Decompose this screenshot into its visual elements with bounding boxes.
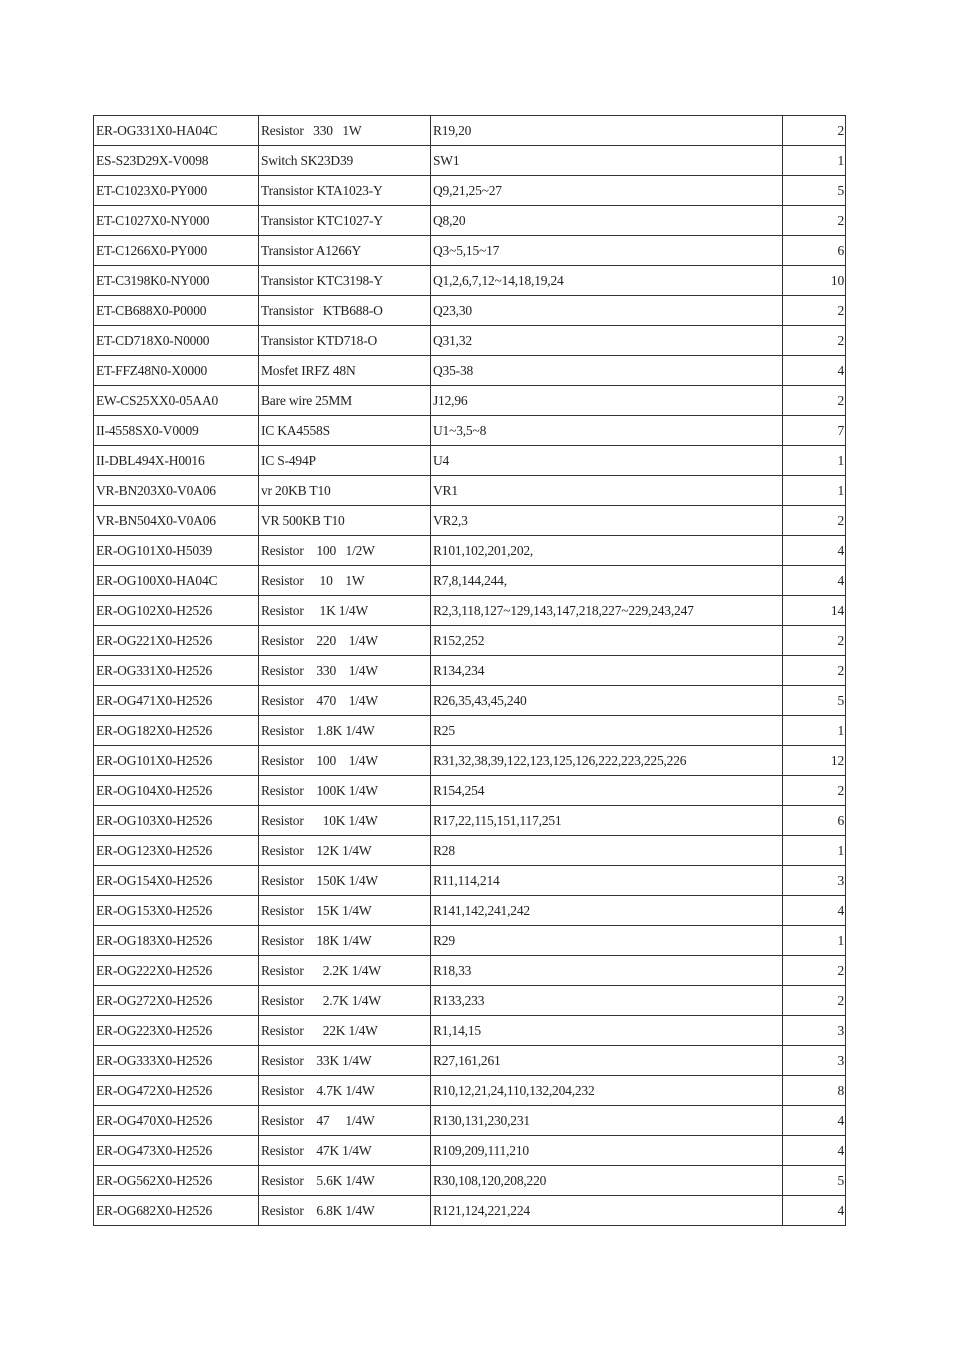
part-number-cell: ER-OG473X0-H2526 bbox=[94, 1136, 259, 1166]
location-cell: R25 bbox=[431, 716, 783, 746]
description-cell: Resistor 100 1/2W bbox=[259, 536, 431, 566]
part-number-cell: ER-OG182X0-H2526 bbox=[94, 716, 259, 746]
quantity-cell: 2 bbox=[783, 296, 846, 326]
table-row bbox=[94, 806, 846, 836]
part-number-cell: ET-FFZ48N0-X0000 bbox=[94, 356, 259, 386]
location-cell: U4 bbox=[431, 446, 783, 476]
quantity-cell: 10 bbox=[783, 266, 846, 296]
description-cell: VR 500KB T10 bbox=[259, 506, 431, 536]
description-cell: Transistor KTA1023-Y bbox=[259, 176, 431, 206]
quantity-cell: 6 bbox=[783, 806, 846, 836]
description-cell: Resistor 2.2K 1/4W bbox=[259, 956, 431, 986]
table-row bbox=[94, 1046, 846, 1076]
description-cell: Resistor 2.7K 1/4W bbox=[259, 986, 431, 1016]
quantity-cell: 2 bbox=[783, 986, 846, 1016]
table-row bbox=[94, 776, 846, 806]
location-cell: Q1,2,6,7,12~14,18,19,24 bbox=[431, 266, 783, 296]
location-cell: Q3~5,15~17 bbox=[431, 236, 783, 266]
table-row bbox=[94, 866, 846, 896]
location-cell: R1,14,15 bbox=[431, 1016, 783, 1046]
part-number-cell: ER-OG123X0-H2526 bbox=[94, 836, 259, 866]
location-cell: R11,114,214 bbox=[431, 866, 783, 896]
quantity-cell: 6 bbox=[783, 236, 846, 266]
location-cell: J12,96 bbox=[431, 386, 783, 416]
part-number-cell: ET-CD718X0-N0000 bbox=[94, 326, 259, 356]
part-number-cell: ER-OG153X0-H2526 bbox=[94, 896, 259, 926]
table-row bbox=[94, 236, 846, 266]
part-number-cell: ER-OG333X0-H2526 bbox=[94, 1046, 259, 1076]
location-cell: R134,234 bbox=[431, 656, 783, 686]
quantity-cell: 1 bbox=[783, 716, 846, 746]
table-row bbox=[94, 1076, 846, 1106]
location-cell: R101,102,201,202, bbox=[431, 536, 783, 566]
description-cell: Resistor 100 1/4W bbox=[259, 746, 431, 776]
location-cell: R2,3,118,127~129,143,147,218,227~229,243,247 bbox=[431, 596, 783, 626]
table-row bbox=[94, 566, 846, 596]
part-number-cell: ET-C1027X0-NY000 bbox=[94, 206, 259, 236]
description-cell: Resistor 100K 1/4W bbox=[259, 776, 431, 806]
location-cell: R28 bbox=[431, 836, 783, 866]
part-number-cell: ES-S23D29X-V0098 bbox=[94, 146, 259, 176]
quantity-cell: 1 bbox=[783, 476, 846, 506]
description-cell: Resistor 6.8K 1/4W bbox=[259, 1196, 431, 1226]
description-cell: Mosfet IRFZ 48N bbox=[259, 356, 431, 386]
description-cell: Resistor 12K 1/4W bbox=[259, 836, 431, 866]
table-row bbox=[94, 1166, 846, 1196]
description-cell: Resistor 22K 1/4W bbox=[259, 1016, 431, 1046]
table-row bbox=[94, 926, 846, 956]
description-cell: Resistor 10K 1/4W bbox=[259, 806, 431, 836]
location-cell: R109,209,111,210 bbox=[431, 1136, 783, 1166]
quantity-cell: 2 bbox=[783, 206, 846, 236]
description-cell: Transistor KTC1027-Y bbox=[259, 206, 431, 236]
table-row bbox=[94, 656, 846, 686]
bom-table-body bbox=[94, 116, 846, 1226]
table-row bbox=[94, 296, 846, 326]
table-row bbox=[94, 116, 846, 146]
description-cell: Bare wire 25MM bbox=[259, 386, 431, 416]
part-number-cell: ER-OG272X0-H2526 bbox=[94, 986, 259, 1016]
location-cell: R30,108,120,208,220 bbox=[431, 1166, 783, 1196]
quantity-cell: 2 bbox=[783, 626, 846, 656]
description-cell: Transistor KTC3198-Y bbox=[259, 266, 431, 296]
location-cell: R26,35,43,45,240 bbox=[431, 686, 783, 716]
table-row bbox=[94, 1106, 846, 1136]
description-cell: Transistor KTB688-O bbox=[259, 296, 431, 326]
table-row bbox=[94, 746, 846, 776]
quantity-cell: 3 bbox=[783, 1046, 846, 1076]
description-cell: Resistor 5.6K 1/4W bbox=[259, 1166, 431, 1196]
location-cell: R121,124,221,224 bbox=[431, 1196, 783, 1226]
location-cell: SW1 bbox=[431, 146, 783, 176]
quantity-cell: 1 bbox=[783, 146, 846, 176]
table-row bbox=[94, 1196, 846, 1226]
table-row bbox=[94, 506, 846, 536]
table-row bbox=[94, 476, 846, 506]
part-number-cell: ER-OG221X0-H2526 bbox=[94, 626, 259, 656]
quantity-cell: 4 bbox=[783, 536, 846, 566]
part-number-cell: ET-C1023X0-PY000 bbox=[94, 176, 259, 206]
location-cell: VR2,3 bbox=[431, 506, 783, 536]
part-number-cell: ER-OG331X0-HA04C bbox=[94, 116, 259, 146]
table-row bbox=[94, 1136, 846, 1166]
description-cell: Transistor KTD718-O bbox=[259, 326, 431, 356]
table-row bbox=[94, 326, 846, 356]
table-row bbox=[94, 986, 846, 1016]
part-number-cell: ER-OG222X0-H2526 bbox=[94, 956, 259, 986]
location-cell: R27,161,261 bbox=[431, 1046, 783, 1076]
description-cell: Resistor 220 1/4W bbox=[259, 626, 431, 656]
location-cell: U1~3,5~8 bbox=[431, 416, 783, 446]
quantity-cell: 5 bbox=[783, 1166, 846, 1196]
part-number-cell: ER-OG183X0-H2526 bbox=[94, 926, 259, 956]
location-cell: R130,131,230,231 bbox=[431, 1106, 783, 1136]
description-cell: Resistor 18K 1/4W bbox=[259, 926, 431, 956]
description-cell: Resistor 330 1/4W bbox=[259, 656, 431, 686]
location-cell: Q9,21,25~27 bbox=[431, 176, 783, 206]
location-cell: R7,8,144,244, bbox=[431, 566, 783, 596]
description-cell: Resistor 4.7K 1/4W bbox=[259, 1076, 431, 1106]
quantity-cell: 2 bbox=[783, 506, 846, 536]
location-cell: R19,20 bbox=[431, 116, 783, 146]
description-cell: Resistor 15K 1/4W bbox=[259, 896, 431, 926]
table-row bbox=[94, 386, 846, 416]
quantity-cell: 4 bbox=[783, 566, 846, 596]
location-cell: R141,142,241,242 bbox=[431, 896, 783, 926]
location-cell: Q8,20 bbox=[431, 206, 783, 236]
description-cell: Resistor 1.8K 1/4W bbox=[259, 716, 431, 746]
part-number-cell: VR-BN504X0-V0A06 bbox=[94, 506, 259, 536]
part-number-cell: ER-OG103X0-H2526 bbox=[94, 806, 259, 836]
description-cell: Switch SK23D39 bbox=[259, 146, 431, 176]
description-cell: Transistor A1266Y bbox=[259, 236, 431, 266]
part-number-cell: ER-OG472X0-H2526 bbox=[94, 1076, 259, 1106]
quantity-cell: 2 bbox=[783, 116, 846, 146]
table-row bbox=[94, 146, 846, 176]
description-cell: vr 20KB T10 bbox=[259, 476, 431, 506]
quantity-cell: 4 bbox=[783, 896, 846, 926]
location-cell: R31,32,38,39,122,123,125,126,222,223,225,226 bbox=[431, 746, 783, 776]
description-cell: Resistor 33K 1/4W bbox=[259, 1046, 431, 1076]
table-row bbox=[94, 356, 846, 386]
location-cell: R10,12,21,24,110,132,204,232 bbox=[431, 1076, 783, 1106]
table-row bbox=[94, 686, 846, 716]
part-number-cell: ET-C3198K0-NY000 bbox=[94, 266, 259, 296]
location-cell: R154,254 bbox=[431, 776, 783, 806]
table-row bbox=[94, 836, 846, 866]
part-number-cell: VR-BN203X0-V0A06 bbox=[94, 476, 259, 506]
quantity-cell: 2 bbox=[783, 386, 846, 416]
quantity-cell: 4 bbox=[783, 1136, 846, 1166]
part-number-cell: EW-CS25XX0-05AA0 bbox=[94, 386, 259, 416]
quantity-cell: 2 bbox=[783, 656, 846, 686]
table-row bbox=[94, 716, 846, 746]
part-number-cell: ER-OG470X0-H2526 bbox=[94, 1106, 259, 1136]
description-cell: Resistor 150K 1/4W bbox=[259, 866, 431, 896]
quantity-cell: 1 bbox=[783, 926, 846, 956]
bom-table bbox=[93, 115, 846, 1226]
table-row bbox=[94, 176, 846, 206]
quantity-cell: 5 bbox=[783, 176, 846, 206]
part-number-cell: ER-OG682X0-H2526 bbox=[94, 1196, 259, 1226]
quantity-cell: 2 bbox=[783, 956, 846, 986]
table-row bbox=[94, 536, 846, 566]
quantity-cell: 7 bbox=[783, 416, 846, 446]
quantity-cell: 4 bbox=[783, 1196, 846, 1226]
table-row bbox=[94, 626, 846, 656]
location-cell: VR1 bbox=[431, 476, 783, 506]
quantity-cell: 12 bbox=[783, 746, 846, 776]
quantity-cell: 2 bbox=[783, 326, 846, 356]
quantity-cell: 1 bbox=[783, 446, 846, 476]
location-cell: Q31,32 bbox=[431, 326, 783, 356]
table-row bbox=[94, 596, 846, 626]
table-row bbox=[94, 416, 846, 446]
part-number-cell: ER-OG101X0-H2526 bbox=[94, 746, 259, 776]
description-cell: Resistor 470 1/4W bbox=[259, 686, 431, 716]
quantity-cell: 4 bbox=[783, 356, 846, 386]
part-number-cell: II-4558SX0-V0009 bbox=[94, 416, 259, 446]
description-cell: Resistor 10 1W bbox=[259, 566, 431, 596]
description-cell: Resistor 330 1W bbox=[259, 116, 431, 146]
part-number-cell: ER-OG223X0-H2526 bbox=[94, 1016, 259, 1046]
location-cell: R17,22,115,151,117,251 bbox=[431, 806, 783, 836]
part-number-cell: II-DBL494X-H0016 bbox=[94, 446, 259, 476]
location-cell: R133,233 bbox=[431, 986, 783, 1016]
part-number-cell: ER-OG562X0-H2526 bbox=[94, 1166, 259, 1196]
part-number-cell: ER-OG100X0-HA04C bbox=[94, 566, 259, 596]
quantity-cell: 3 bbox=[783, 866, 846, 896]
table-row bbox=[94, 956, 846, 986]
table-row bbox=[94, 896, 846, 926]
location-cell: Q35-38 bbox=[431, 356, 783, 386]
table-row bbox=[94, 206, 846, 236]
part-number-cell: ER-OG104X0-H2526 bbox=[94, 776, 259, 806]
description-cell: Resistor 47 1/4W bbox=[259, 1106, 431, 1136]
location-cell: R152,252 bbox=[431, 626, 783, 656]
quantity-cell: 3 bbox=[783, 1016, 846, 1046]
quantity-cell: 4 bbox=[783, 1106, 846, 1136]
quantity-cell: 1 bbox=[783, 836, 846, 866]
part-number-cell: ER-OG101X0-H5039 bbox=[94, 536, 259, 566]
part-number-cell: ET-C1266X0-PY000 bbox=[94, 236, 259, 266]
description-cell: Resistor 1K 1/4W bbox=[259, 596, 431, 626]
quantity-cell: 8 bbox=[783, 1076, 846, 1106]
quantity-cell: 5 bbox=[783, 686, 846, 716]
quantity-cell: 14 bbox=[783, 596, 846, 626]
part-number-cell: ER-OG471X0-H2526 bbox=[94, 686, 259, 716]
description-cell: IC KA4558S bbox=[259, 416, 431, 446]
table-row bbox=[94, 1016, 846, 1046]
description-cell: Resistor 47K 1/4W bbox=[259, 1136, 431, 1166]
part-number-cell: ER-OG154X0-H2526 bbox=[94, 866, 259, 896]
description-cell: IC S-494P bbox=[259, 446, 431, 476]
part-number-cell: ET-CB688X0-P0000 bbox=[94, 296, 259, 326]
part-number-cell: ER-OG331X0-H2526 bbox=[94, 656, 259, 686]
table-row bbox=[94, 266, 846, 296]
location-cell: R29 bbox=[431, 926, 783, 956]
table-row bbox=[94, 446, 846, 476]
location-cell: R18,33 bbox=[431, 956, 783, 986]
location-cell: Q23,30 bbox=[431, 296, 783, 326]
part-number-cell: ER-OG102X0-H2526 bbox=[94, 596, 259, 626]
quantity-cell: 2 bbox=[783, 776, 846, 806]
